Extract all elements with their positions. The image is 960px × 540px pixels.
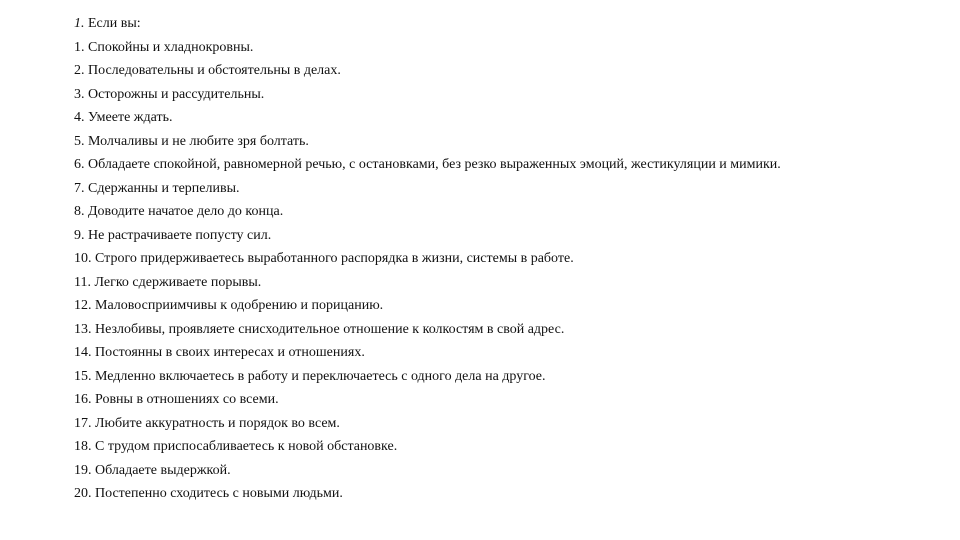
list-item: 2. Последовательны и обстоятельны в делах. [74,63,341,78]
section-heading [74,12,934,36]
list-item: 1. Спокойны и хладнокровны. [74,39,254,55]
list-item: 12. Маловосприимчивы к одобрению и порицанию. [74,298,384,313]
list-item: 5. Молчаливы и не любите зря болтать. [74,133,309,149]
list-item: 20. Постепенно сходитесь с новыми людьми. [74,486,343,501]
list-item: 10. Строго придерживаетесь выработанного распорядка в жизни, системы в работе. [74,251,574,266]
section-title: Если вы: [88,16,141,31]
list-item: 14. Постоянны в своих интересах и отношениях. [74,345,365,360]
list-item: 18. С трудом приспосабливаетесь к новой обстановке. [74,439,398,454]
list-item: 11. Легко сдерживаете порывы. [74,274,262,290]
document-page [74,12,934,506]
list-item: 4. Умеете ждать. [74,110,173,125]
list-item: 16. Ровны в отношениях со всеми. [74,392,279,407]
list-item: 7. Сдержанны и терпеливы. [74,180,240,196]
question-list [74,36,934,506]
list-item: 17. Любите аккуратность и порядок во всем. [74,415,340,431]
list-item: 9. Не растрачиваете попусту сил. [74,227,272,243]
list-item: 8. Доводите начатое дело до конца. [74,204,284,219]
list-item: 6. Обладаете спокойной, равномерной речью, с остановками, без резко выраженных эмоций, жестикуляции и мимики. [74,157,781,172]
list-item: 15. Медленно включаетесь в работу и переключаетесь с одного дела на другое. [74,368,546,384]
list-item: 19. Обладаете выдержкой. [74,462,231,478]
section-number: 1. [74,16,85,31]
list-item: 3. Осторожны и рассудительны. [74,86,265,102]
list-item: 13. Незлобивы, проявляете снисходительное отношение к колкостям в свой адрес. [74,321,565,337]
